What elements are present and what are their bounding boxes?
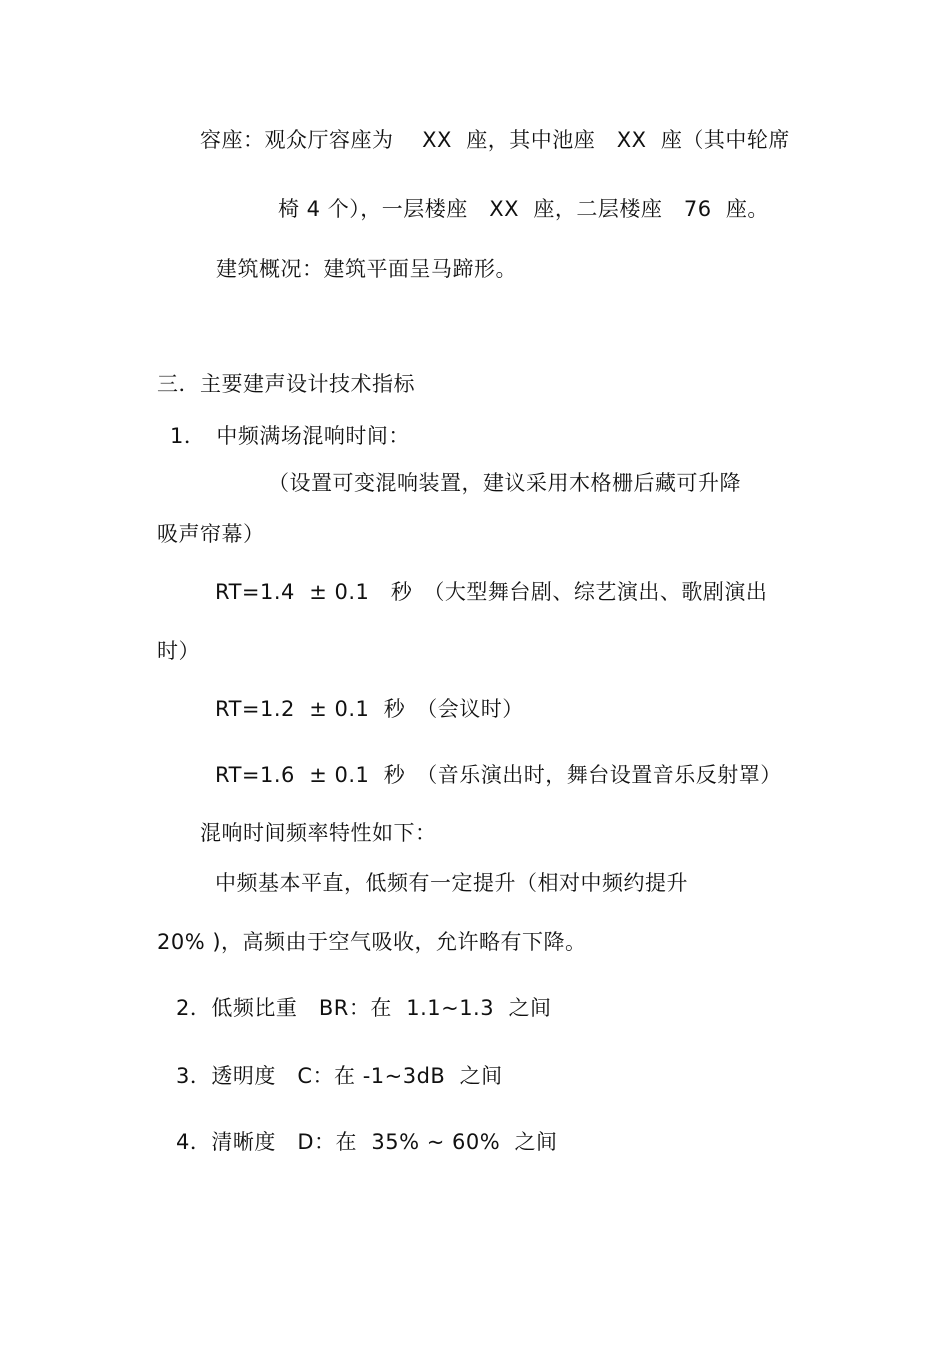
frequency-desc-line-2: 20% )，高频由于空气吸收，允许略有下降。 [157,930,587,954]
rt-line-1: RT=1.4 ± 0.1 秒 （大型舞台剧、综艺演出、歌剧演出 [215,580,768,604]
item-2-bass-ratio: 2．低频比重 BR：在 1.1~1.3 之间 [176,996,552,1020]
rt-line-1-cont: 时） [157,639,200,663]
item-4-definition: 4．清晰度 D：在 35% ~ 60% 之间 [176,1130,558,1154]
seating-line-2: 椅 4 个），一层楼座 XX 座，二层楼座 76 座。 [278,197,769,221]
section-heading: 三．主要建声设计技术指标 [157,372,415,396]
seating-line-1: 容座：观众厅容座为 XX 座，其中池座 XX 座（其中轮席 [200,128,790,152]
item-3-clarity: 3．透明度 C：在 -1~3dB 之间 [176,1064,503,1088]
item-1-note-line-2: 吸声帘幕） [157,522,265,546]
rt-line-3: RT=1.6 ± 0.1 秒 （音乐演出时，舞台设置音乐反射罩） [215,763,782,787]
architecture-overview: 建筑概况：建筑平面呈马蹄形。 [216,257,517,281]
frequency-heading: 混响时间频率特性如下： [200,821,437,845]
rt-line-2: RT=1.2 ± 0.1 秒 （会议时） [215,697,524,721]
frequency-desc-line-1: 中频基本平直，低频有一定提升（相对中频约提升 [215,871,688,895]
item-1-note-line-1: （设置可变混响装置，建议采用木格栅后藏可升降 [268,471,741,495]
item-1-heading: 1． 中频满场混响时间： [170,424,410,448]
